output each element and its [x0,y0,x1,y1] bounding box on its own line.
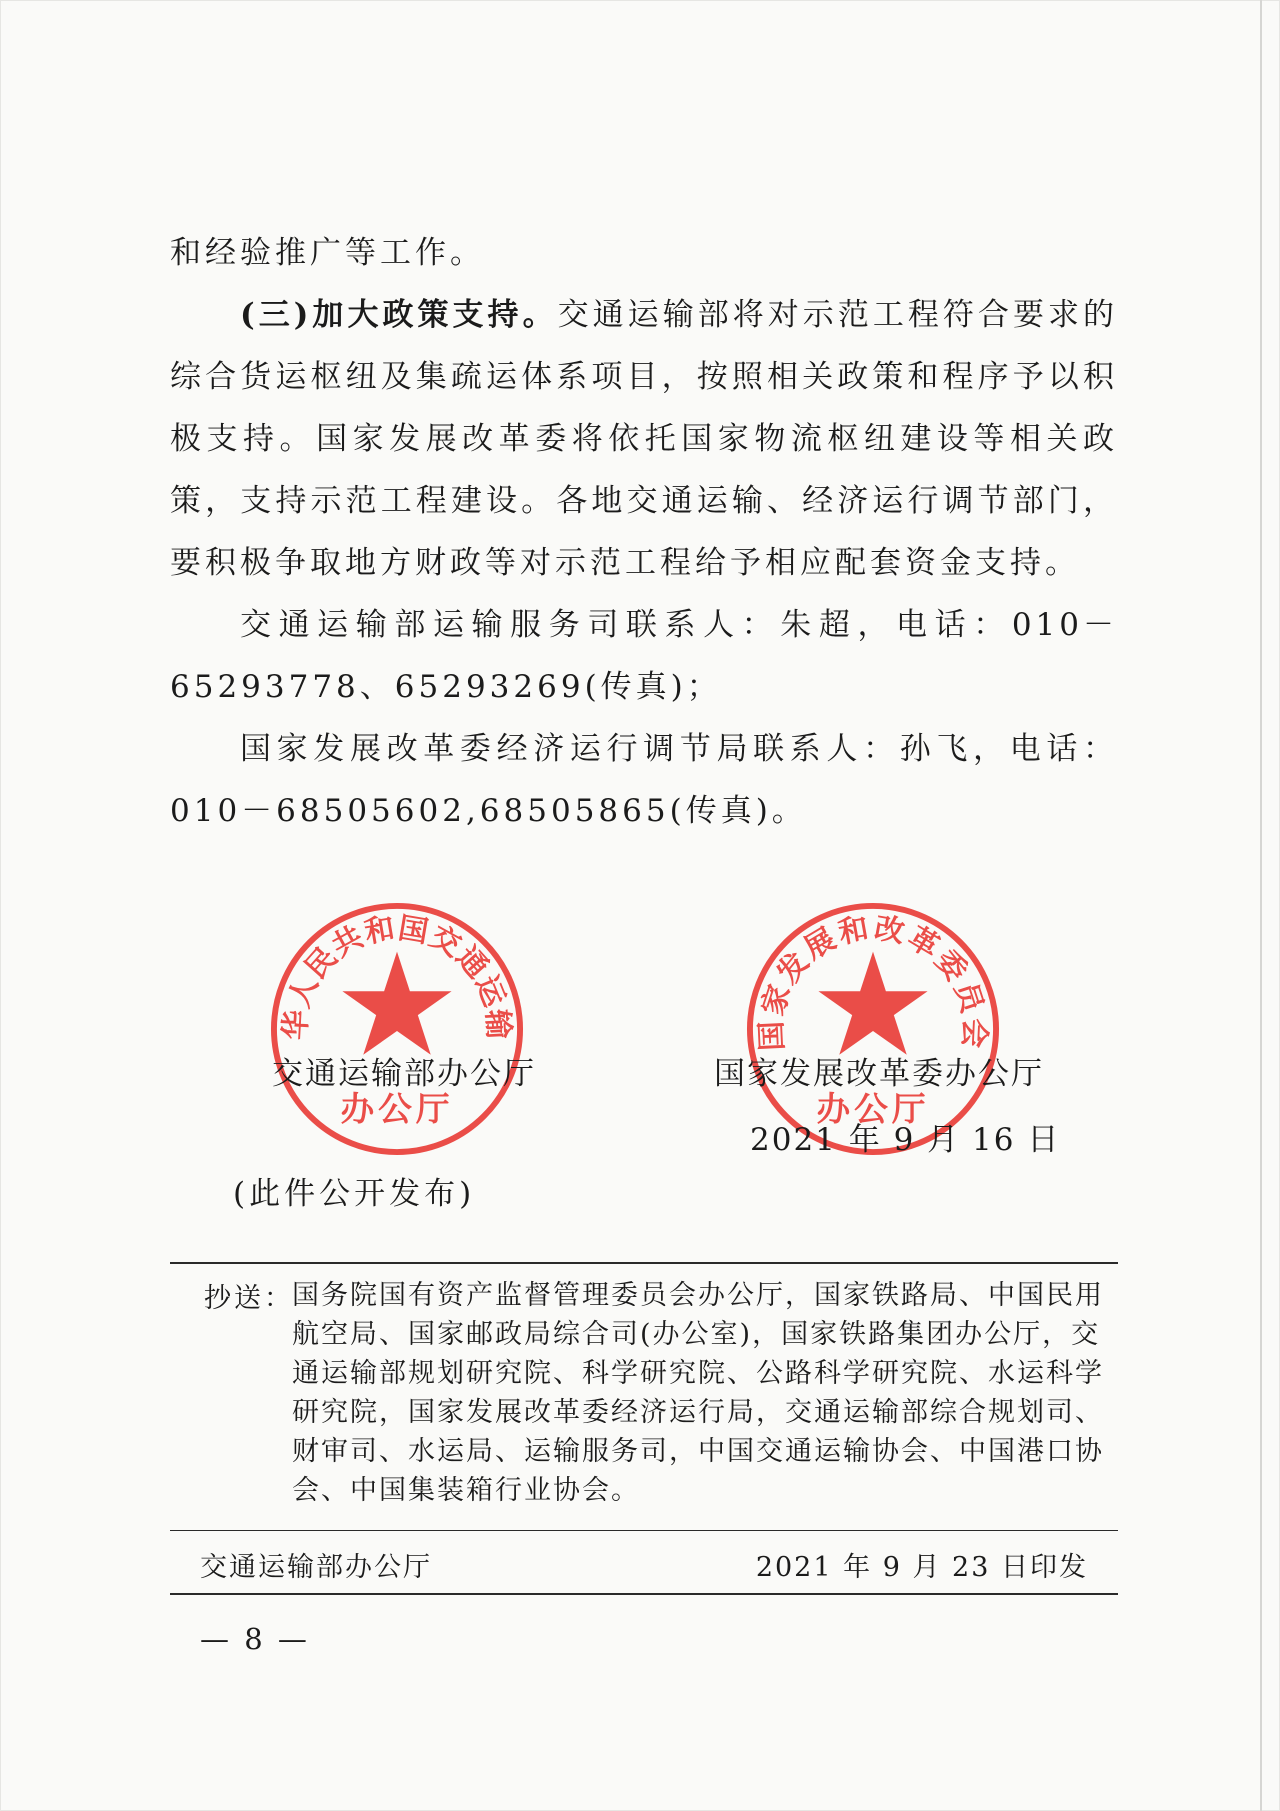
cc-content: 国务院国有资产监督管理委员会办公厅，国家铁路局、中国民用航空局、国家邮政局综合司(办公室)，国家铁路集团办公厅，交通运输部规划研究院、科学研究院、公路科学研究院、水运科学研究院，国家发展改革委经济运行局，交通运输部综合规划司、财审司、水运局、运输服务司，中国交通运输协会、中国港口协会、中国集装箱行业协会。 [292,1280,1104,1506]
seal-ring-text: 华人民共和国交通运输 [278,910,516,1041]
seal-bottom-text: 办公厅 [816,1089,930,1129]
paragraph-text: 和经验推广等工作。 [170,235,485,271]
seal-ring-text: 国家发展和改革委员会 [754,910,992,1052]
star-icon [342,952,451,1055]
paragraph-continuation [170,222,1118,284]
star-icon [818,952,927,1055]
issuer-divider [170,1593,1118,1595]
paragraph-contact-ndrc [170,718,1118,842]
seal-mot-graphic [268,900,526,1158]
paragraph-text: 交通运输部将对示范工程符合要求的综合货运枢纽及集疏运体系项目，按照相关政策和程序予以积极支持。国家发展改革委将依托国家物流枢纽建设等相关政策，支持示范工程建设。各地交通运输、经济运行调节部门，要积极争取地方财政等对示范工程给予相应配套资金支持。 [170,297,1119,581]
seal-bottom-text: 办公厅 [340,1089,454,1129]
paragraph-contact-mot [170,594,1118,718]
paragraph-policy-support [170,284,1118,594]
signature-mot: 交通运输部办公厅 [272,1056,536,1092]
signature-block [0,900,1280,1240]
signature-ndrc: 国家发展改革委办公厅 [714,1056,1044,1092]
contact-text: 交通运输部运输服务司联系人：朱超，电话：010－65293778、65293269(传真)； [170,607,1118,705]
signature-date: 2021 年 9 月 16 日 [750,1122,1061,1158]
issuer-row [170,1531,1118,1593]
publication-note: (此件公开发布) [233,1176,476,1212]
paragraph-heading: (三)加大政策支持。 [240,297,558,333]
page-number: — 8 — [200,1622,310,1656]
body-text [170,222,1118,842]
seal-mot [268,900,526,1158]
contact-text: 国家发展改革委经济运行调节局联系人：孙飞，电话：010－68505602,68505865(传真)。 [170,731,1118,829]
issuer-name: 交通运输部办公厅 [200,1552,432,1583]
cc-label: 抄送： [204,1283,294,1314]
cc-block [170,1262,1118,1595]
issue-date: 2021 年 9 月 23 日印发 [755,1552,1088,1583]
